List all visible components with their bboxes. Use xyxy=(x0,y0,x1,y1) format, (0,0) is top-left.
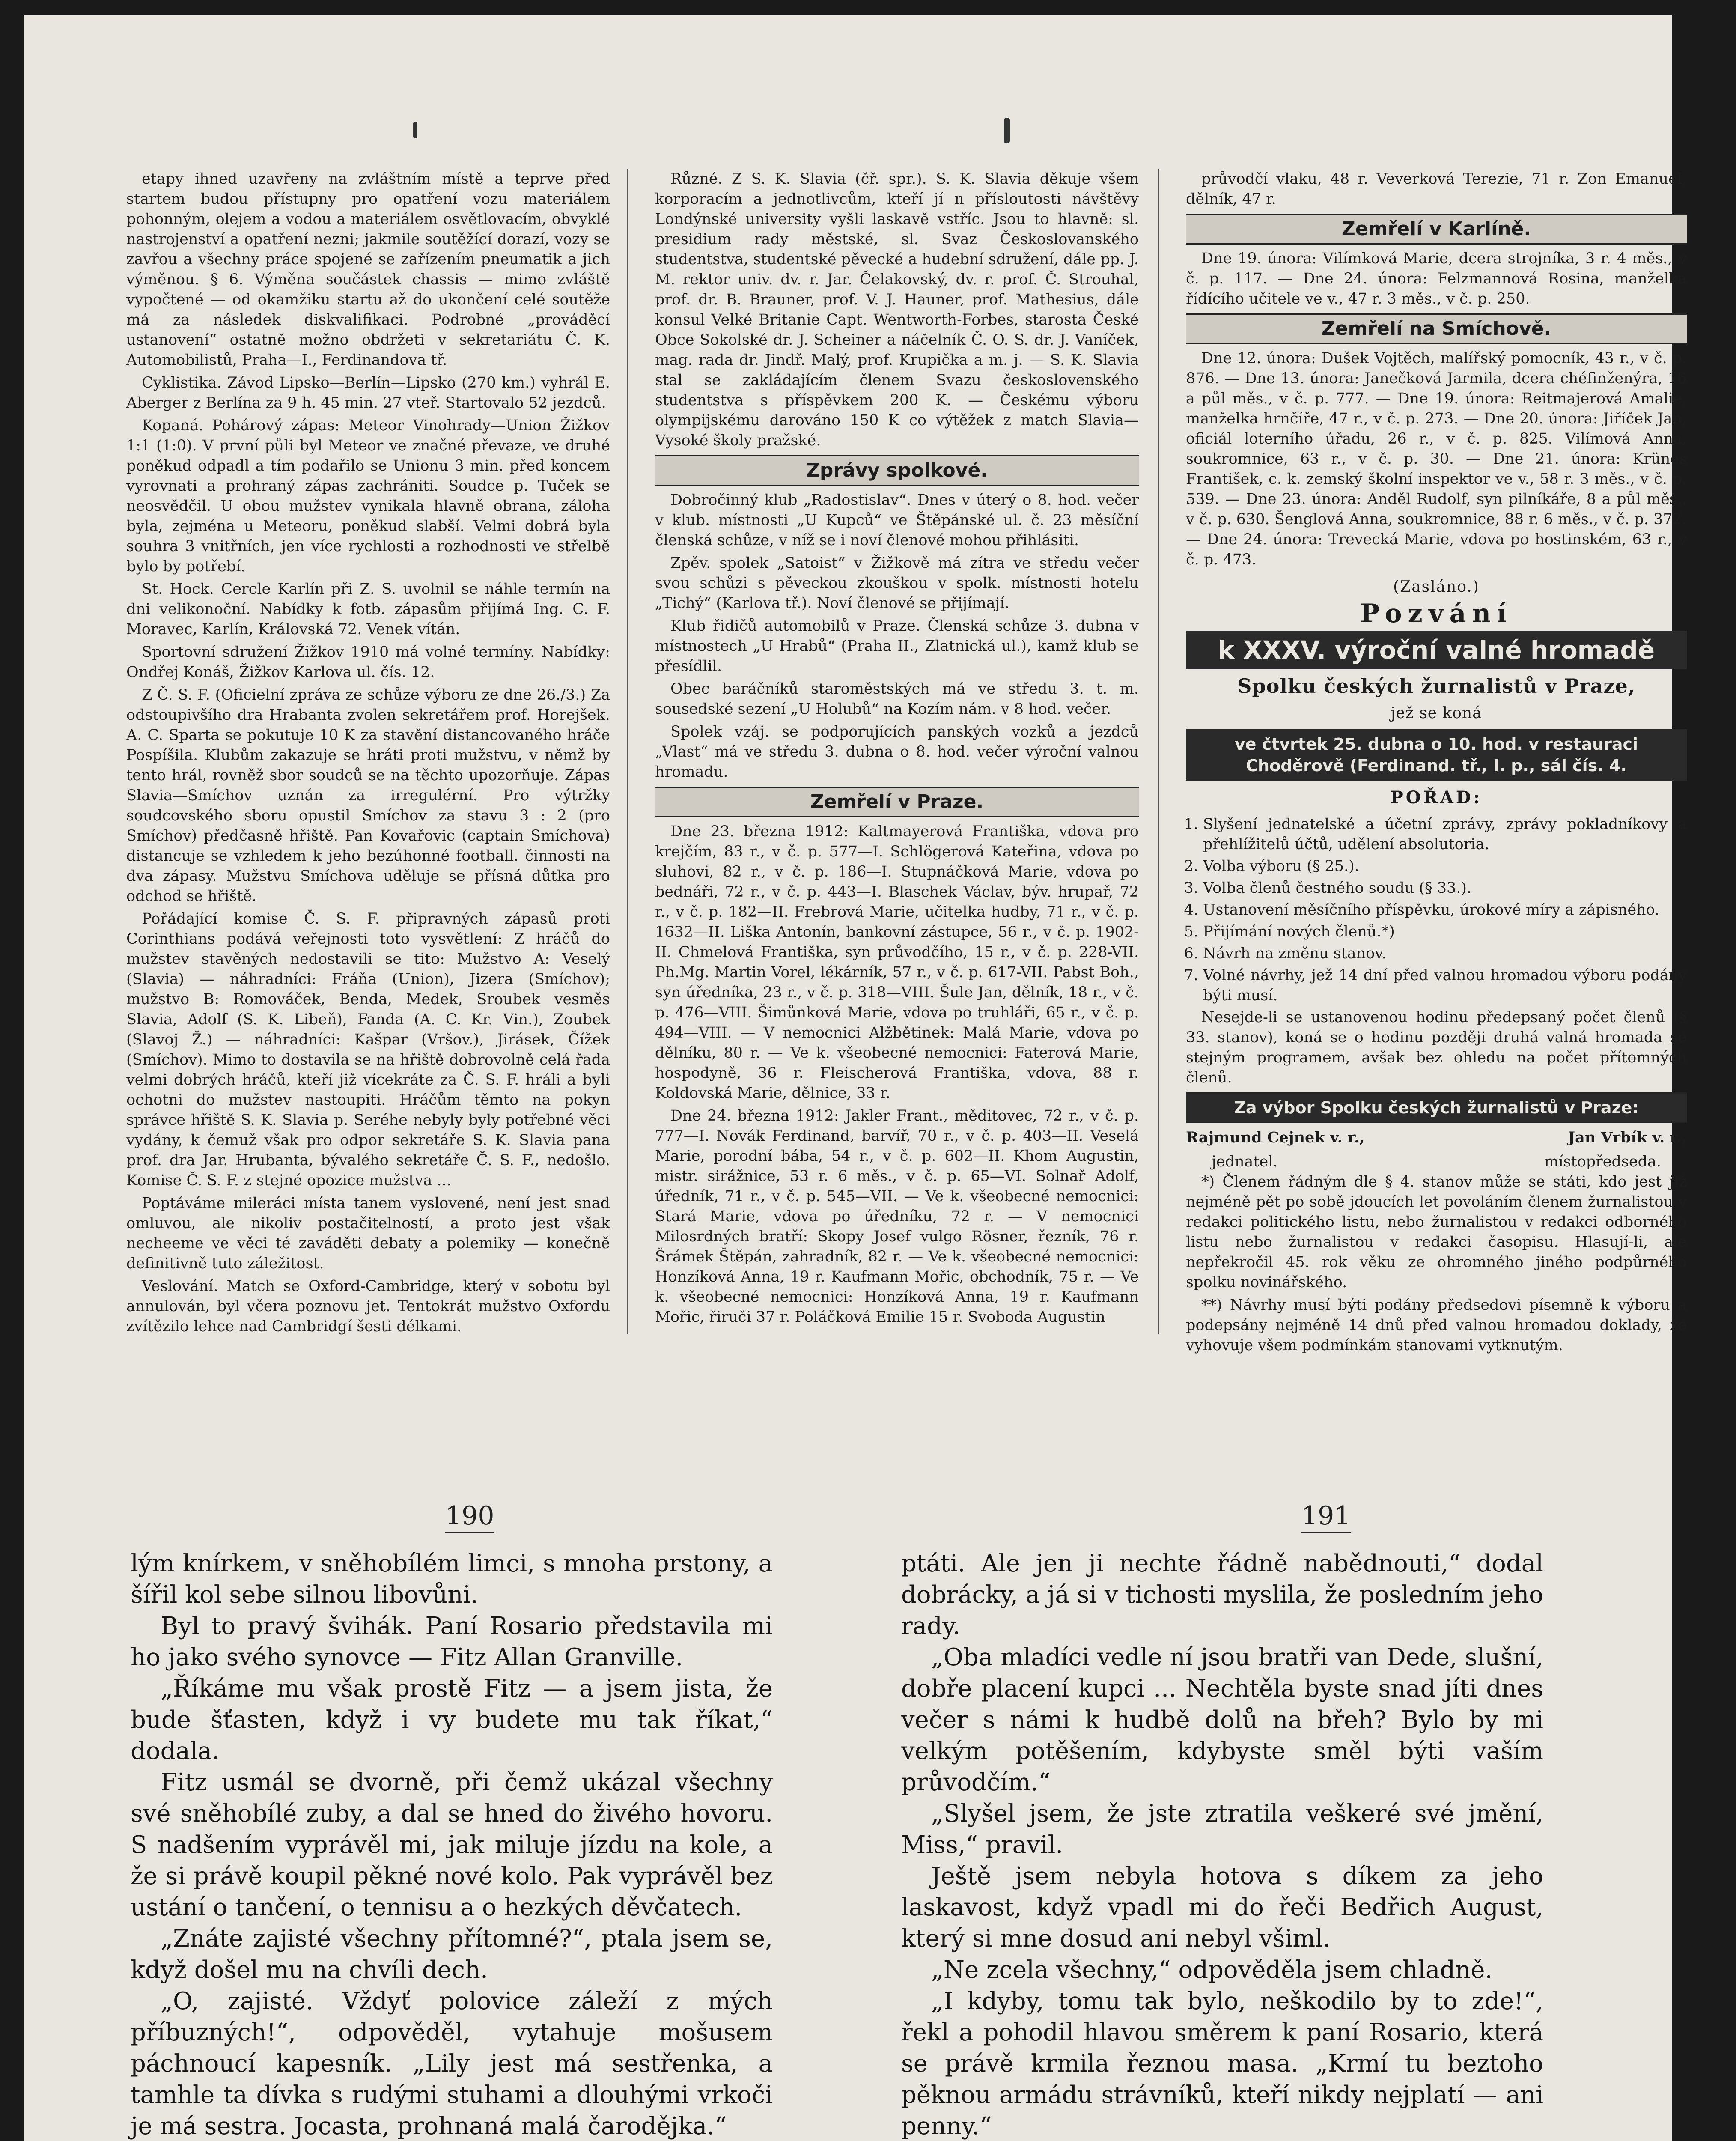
news-paragraph: Dobročinný klub „Radostislav“. Dnes v úterý o 8. hod. večer v klub. místnosti „U Kupců“ ve Štěpánské ul. č. 23 měsíční členská schůze, v níž se i noví členové mohou přihlásiti. xyxy=(655,492,1139,549)
signatory-2: Jan Vrbík v. r., xyxy=(1568,1129,1687,1146)
news-column-2 xyxy=(655,169,1139,1334)
news-paragraph: Zpěv. spolek „Satoist“ v Žižkově má zítra ve středu večer svou schůzi s pěveckou zkouškou v spolk. místnosti hotelu „Tichý“ (Karlova tř.). Noví členové se přijímají. xyxy=(655,555,1139,612)
news-paragraph: Dne 12. února: Dušek Vojtěch, malířský pomocník, 43 r., v č. p. 876. — Dne 13. února: Janečková Jarmila, dcera chéfinženýra, 16 a půl měs., v č. p. 777. — Dne 19. února: Reitmajerová Amalie, manželka hrnčíře, 47 r., v č. p. 273. — Dne 20. února: Jiříček Jan, oficiál loterního úřadu, 26 r., v č. p. 825. Vilímová Anna, soukromnice, 63 r., v č. p. 30. — Dne 21. února: Krünes František, c. k. zemský školní inspektor ve v., 58 r. 3 měs., v č. p. 539. — Dne 23. února: Anděl Rudolf, syn pilníkáře, 8 a půl měs., v č. p. 630. Šenglová Anna, soukromnice, 88 r. 6 měs., v č. p. 372. — Dne 24. února: Trevecká Marie, vdova po hostinském, 63 r., v č. p. 473. xyxy=(1186,350,1687,568)
news-footnote: **) Návrhy musí býti podány předsedovi písemně k výboru a podepsány nejméně 14 dnů před valnou hromadou doklady, že vyhovuje všem podmínkám stanovami vytknutým. xyxy=(1186,1297,1687,1354)
right-page-number: 191 xyxy=(1301,1501,1351,1533)
news-paragraph: Spolek vzáj. se podporujících panských vozků a jezdců „Vlast“ má ve středu 3. dubna o 8. hod. večer výroční valnou hromadu. xyxy=(655,723,1139,781)
program-item: 1. Slyšení jednatelské a účetní zprávy, zprávy pokladníkovy a přehlížitelů účtů, udělení absolutoria. xyxy=(1203,814,1687,855)
news-paragraph: etapy ihned uzavřeny na zvláštním místě a teprve před startem budou přístupny pro opatření vozu materiálem pohonným, olejem a vodou a materiálem osvětlovacím, obvyklé nastrojenství a opatření nezni; jakmile soutěžící dorazí, vozy se zavřou a všechny práce spojené se zařízením pneumatik a jich výměnou. § 6. Výměna součástek chassis — mimo zvláště vypočtené — od okamžiku startu až do ukončení celé soutěže má za následek diskvalifikaci. Podrobné „prováděcí ustanovení“ ostatně možno obdržeti v sekretariátu Č. K. Automobilistů, Praha—I., Ferdinandova tř. xyxy=(126,170,610,369)
news-paragraph: Poptáváme mileráci místa tanem vyslovené, není jest snad omluvou, ale nikoliv postačitelností, a proto jest však necheeme ve věci té zaváděti debaty a polemiky — konečně definitivně tuto záležitost. xyxy=(126,1195,610,1272)
signatory-1-role: jednatel. xyxy=(1212,1153,1278,1170)
book-paragraph: „Říkáme mu však prostě Fitz — a jsem jista, že bude šťasten, když i vy budete mu tak říkat,“ dodala. xyxy=(131,1675,773,1765)
held-label: jež se koná xyxy=(1391,704,1482,722)
news-column-3 xyxy=(1186,169,1687,1354)
book-paragraph: lým knírkem, v sněhobílém limci, s mnoha prstony, a šířil kol sebe silnou libovůni. xyxy=(131,1550,773,1609)
assembly-title: k XXXV. výroční valné hromadě xyxy=(1186,631,1687,669)
ink-mark xyxy=(1004,118,1010,143)
news-paragraph: průvodčí vlaku, 48 r. Veverková Terezie, 71 r. Zon Emanuel, dělník, 47 r. xyxy=(1186,170,1687,208)
program-item: 2. Volba výboru (§ 25.). xyxy=(1203,856,1687,877)
news-paragraph: Obec baráčníků staroměstských má ve středu 3. t. m. sousedské sezení „U Holubů“ na Kozím nám. v 8 hod. večer. xyxy=(655,680,1139,718)
signature-names xyxy=(1186,1127,1687,1148)
assembly-date: ve čtvrtek 25. dubna o 10. hod. v restauraci Choděrově (Ferdinand. tř., I. p., sál čís. 4. xyxy=(1186,729,1687,781)
book-paragraph: „I kdyby, tomu tak bylo, neškodilo by to zde!“, řekl a pohodil hlavou směrem k paní Rosario, která se právě krmila řeznou masa. „Krmí tu beztoho pěknou armádu strávníků, kteří nikdy nejplatí — ani penny.“ xyxy=(901,1987,1543,2140)
section-heading-karlin: Zemřelí v Karlíně. xyxy=(1186,214,1687,245)
book-paragraph: „Slyšel jsem, že jste ztratila veškeré své jmění, Miss,“ pravil. xyxy=(901,1800,1543,1859)
book-paragraph: Byl to pravý švihák. Paní Rosario představila mi ho jako svého synovce — Fitz Allan Granville. xyxy=(131,1612,773,1671)
news-paragraph: Klub řidičů automobilů v Praze. Členská schůze 3. dubna v místnostech „U Hrabů“ (Praha II., Zlatnická ul.), kamž klub se přesídlil. xyxy=(655,617,1139,675)
signatory-2-role: místopředseda. xyxy=(1544,1153,1661,1170)
news-paragraph: Veslování. Match se Oxford-Cambridge, který v sobotu byl annulován, byl včera poznovu jet. Tentokrát mužstvo Oxfordu zvítězilo lehce nad Cambridgí šesti délkami. xyxy=(126,1278,610,1335)
invitation-title: Pozvání xyxy=(1360,599,1513,629)
column-rule xyxy=(1158,169,1159,1334)
news-paragraph: Dne 24. března 1912: Jakler Frant., měditovec, 72 r., v č. p. 777—I. Novák Ferdinand, barvíř, 70 r., v č. p. 403—II. Veselá Marie, porodní bába, 54 r., v č. p. 602—II. Khom Augustin, mistr. sirážnice, 53 r. 6 měs., v č. p. 65—VI. Solnař Adolf, úředník, 71 r., v č. p. 545—VII. — Ve k. všeobecné nemocnici: Stará Marie, vdova po úředníku, 72 r. — V nemocnici Milosrdných bratří: Skopy Josef vulgo Rösner, řezník, 76 r. Šrámek Štěpán, zahradník, 82 r. — Ve k. všeobecné nemocnici: Honzíková Anna, 19 r. Kaufmann Mořic, obchodník, 75 r. — Ve k. všeobecné nemocnici: Honzíková Anna, 19 r. Kaufmann Mořic, řiruči 37 r. Poláčková Emilie 15 r. Svoboda Augustin xyxy=(655,1107,1139,1326)
program-item: 7. Volné návrhy, jež 14 dní před valnou hromadou výboru podány býti musí. xyxy=(1203,966,1687,1006)
book-paragraph: „Znáte zajisté všechny přítomné?“, ptala jsem se, když došel mu na chvíli dech. xyxy=(131,1925,773,1984)
program-item: 3. Volba členů čestného soudu (§ 33.). xyxy=(1203,878,1687,898)
book-paragraph: ptáti. Ale jen ji nechte řádně nabědnouti,“ dodal dobrácky, a já si v tichosti myslila, že posledním jeho rady. xyxy=(901,1550,1543,1640)
signature-roles xyxy=(1186,1152,1687,1172)
left-page-number: 190 xyxy=(445,1501,494,1533)
book-paragraph: Fitz usmál se dvorně, při čemž ukázal všechny své sněhobílé zuby, a dal se hned do živého hovoru. S nadšením vyprávěl mi, jak miluje jízdu na kole, a že si právě koupil pěkné nové kolo. Pak vyprávěl bez ustání o tančení, o tennisu a o hezkých děvčatech. xyxy=(131,1768,773,1921)
section-heading-spolky: Zprávy spolkové. xyxy=(655,455,1139,486)
news-paragraph: Nesejde-li se ustanovenou hodinu předepsaný počet členů (§ 33. stanov), koná se o hodinu později druhá valná hromada se stejným programem, avšak bez ohledu na počet přítomných členů. xyxy=(1186,1009,1687,1086)
association-name: Spolku českých žurnalistů v Praze, xyxy=(1237,674,1635,698)
book-paragraph: „Oba mladíci vedle ní jsou bratři van Dede, slušní, dobře placení kupci ... Nechtěla byste snad jíti dnes večer s námi k hudbě dolů na břeh? Bylo by mi velkým potěšením, kdybyste směl býti vaším průvodčím.“ xyxy=(901,1643,1543,1796)
news-footnote: *) Členem řádným dle § 4. stanov může se státi, kdo jest již nejméně pět po sobě jdoucích let povoláním členem žurnalistou v redakci politického listu, nebo žurnalistou v redakci odborného listu nebo žurnalistou v redakci časopisu. Hlasují-li, ale nepřekročil 45. rok věku ze ohromného jiného podpůrného spolku novinářského. xyxy=(1186,1173,1687,1291)
book-paragraph: „O, zajisté. Vždyť polovice záleží z mých příbuzných!“, odpověděl, vytahuje mošusem páchnoucí kapesník. „Lily jest má sestřenka, a tamhle ta dívka s rudými stuhami a dlouhými vrkoči je má sestra. Jocasta, prohnaná malá čarodějka.“ xyxy=(131,1987,773,2140)
signatory-1: Rajmund Cejnek v. r., xyxy=(1186,1129,1365,1146)
program-item: 4. Ustanovení měsíčního příspěvku, úrokové míry a zápisného. xyxy=(1203,900,1687,920)
news-paragraph: Cyklistika. Závod Lipsko—Berlín—Lipsko (270 km.) vyhrál E. Aberger z Berlína za 9 h. 45 min. 27 vteř. Startovalo 52 jezdců. xyxy=(126,374,610,412)
book-paragraph: „Ne zcela všechny,“ odpověděla jsem chladně. xyxy=(931,1956,1493,1984)
section-heading-smichov: Zemřelí na Smíchově. xyxy=(1186,313,1687,344)
news-paragraph: Různé. Z S. K. Slavia (čř. spr.). S. K. Slavia děkuje všem korporacím a jednotlivcům, kteří jí n přísloutosti návštěvy Londýnské university vyšli laskavě vstříc. Jsou to hlavně: sl. presidium rady městské, sl. Svaz Českoslovanského studentstva, studentské pěvecké a hudební sdružení, dále pp. J. M. rektor univ. dv. r. Jar. Čelakovský, dv. r. prof. Č. Strouhal, prof. dr. B. Brauner, prof. V. J. Hauner, prof. Mathesius, dále konsul Velké Britanie Capt. Wentworth-Forbes, starosta České Obce Sokolské dr. J. Scheiner a náčelník Č. O. S. dr. J. Vaníček, mag. rada dr. Jindř. Malý, prof. Krupička a m. j. — S. K. Slavia stal se zakládajícím členem Svazu československého studentstva s příspěvkem 200 K. — Českému výboru olympijskému darováno 150 K co výtěžek z match Slavia—Vysoké školy pražské. xyxy=(655,170,1139,449)
book-page-left xyxy=(131,1548,773,2141)
zaslano-label: (Zasláno.) xyxy=(1393,578,1480,596)
news-paragraph: Kopaná. Pohárový zápas: Meteor Vinohrady—Union Žižkov 1:1 (1:0). V první půli byl Meteor ve značné převaze, ve druhé poněkud odpadl a tím podařilo se Unionu 3 min. před koncem vyrovnati a prohraný zápas zachrániti. Soudce p. Tuček se neosvědčil. U obou mužstev vynikala hlavně obrana, záloha byla, zejména u Meteoru, poněkud slabší. Velmi dobrá byla souhra 3 vnitřních, jen více rychlosti a rozhodnosti ve střelbě bylo by potřebí. xyxy=(126,417,610,575)
program-heading: POŘAD: xyxy=(1390,787,1483,808)
news-column-1 xyxy=(126,169,610,1334)
ink-mark xyxy=(413,122,417,138)
program-item: 5. Přijímání nových členů.*) xyxy=(1203,922,1687,942)
section-heading-praha: Zemřelí v Praze. xyxy=(655,787,1139,817)
newspaper-clipping xyxy=(92,143,1736,1368)
program-list xyxy=(1186,814,1687,1006)
news-paragraph: Sportovní sdružení Žižkov 1910 má volné termíny. Nabídky: Ondřej Konáš, Žižkov Karlova ul. čís. 12. xyxy=(126,644,610,681)
scanned-sheet xyxy=(24,15,1687,2141)
book-page-right xyxy=(901,1548,1543,2141)
news-paragraph: St. Hock. Cercle Karlín při Z. S. uvolnil se náhle termín na dni velikonoční. Nabídky k fotb. zápasům přijímá Ing. C. F. Moravec, Karlín, Královská 72. Venek vítán. xyxy=(126,581,610,638)
signature-heading: Za výbor Spolku českých žurnalistů v Praze: xyxy=(1186,1092,1687,1123)
news-paragraph: Dne 19. února: Vilímková Marie, dcera strojníka, 3 r. 4 měs., v č. p. 117. — Dne 24. února: Felzmannová Rosina, manželka řídícího učitele ve v., 47 r. 3 měs., v č. p. 250. xyxy=(1186,250,1687,307)
program-item: 6. Návrh na změnu stanov. xyxy=(1203,944,1687,964)
news-paragraph: Z Č. S. F. (Oficielní zpráva ze schůze výboru ze dne 26./3.) Za odstoupivšího dra Hrabanta zvolen sekretářem prof. Horejšek. A. C. Sparta se pokutuje 10 K za stavění distancovaného hráče Pospíšila. Klubům zakazuje se hráti proti mužstvu, v němž by tento hrál, rovněž sbor soudců se na těchto upozorňuje. Zápas Slavia—Smíchov uznán za irregulérní. Pro výtržky soudcovského sboru opustil Smíchov za stavu 3 : 2 (pro Smíchov) předčasně hřiště. Pan Kovařovic (captain Smíchova) distancuje se vzhledem k jeho bezúhonné football. činnosti na dva zápasy. Mužstvu Smíchova uděluje se přísná důtka pro odchod se hřiště. xyxy=(126,686,610,905)
news-paragraph: Dne 23. března 1912: Kaltmayerová Františka, vdova pro krejčím, 83 r., v č. p. 577—I. Schlögerová Kateřina, vdova po sluhovi, 82 r., v č. p. 186—I. Stupnáčková Marie, vdova po bednáři, 72 r., v č. p. 443—I. Blaschek Václav, býv. hrupař, 72 r., v č. p. 182—II. Frebrová Marie, učitelka hudby, 71 r., v č. p. 1632—II. Liška Antonín, bankovní zástupce, 56 r., v č. p. 1902-II. Chmelová Františka, syn průvodčího, 15 r., v č. p. 228-VII. Ph.Mg. Martin Vorel, lékárník, 57 r., v č. p. 617-VII. Pabst Boh., syn úředníka, 23 r., v č. p. 318—VIII. Šule Jan, dělník, 18 r., v č. p. 476—VIII. Šimůnková Marie, vdova po truhláři, 65 r., v č. p. 494—VIII. — V nemocnici Alžbětinek: Malá Marie, vdova po dělníku, 80 r. — Ve k. všeobecné nemocnici: Faterová Marie, hospodyně, 36 r. Fleischerová Františka, vdova, 88 r. Koldovská Marie, dělnice, 33 r. xyxy=(655,823,1139,1102)
book-paragraph: Ještě jsem nebyla hotova s díkem za jeho laskavost, když vpadl mi do řeči Bedřich August, který si mne dosud ani nebyl všiml. xyxy=(901,1862,1543,1953)
column-rule xyxy=(627,169,628,1334)
news-paragraph: Pořádající komise Č. S. F. připravných zápasů proti Corinthians podává veřejnosti toto vysvětlení: Z hráčů do mužstev stavěných nedostavili se tito: Mužstvo A: Veselý (Slavia) — náhradníci: Fráňa (Union), Jizera (Smíchov); mužstvo B: Romováček, Benda, Medek, Sroubek vesměs Slavia, Adolf (S. K. Libeň), Fanda (A. C. Kr. Vin.), Zoubek (Slavoj Ž.) — náhradníci: Kašpar (Vršov.), Jirásek, Čížek (Smíchov). Mimo to dostavila se na hřiště dobrovolně celá řada velmi dobrých hráčů, kteří již vícekráte za Č. S. F. hráli a byli ochotni do mužstev nastoupiti. Hráčům těmto na pokyn správce hřiště S. K. Slavia p. Seréhe nebyly byly potřebné věci vydány, k čemuž však pro odpor sekretáře S. K. Slavia pana prof. dra Jar. Hrubanta, bývalého sekretáře Č. S. F., nedošlo. Komise Č. S. F. z stejné opozice mužstva ... xyxy=(126,910,610,1189)
